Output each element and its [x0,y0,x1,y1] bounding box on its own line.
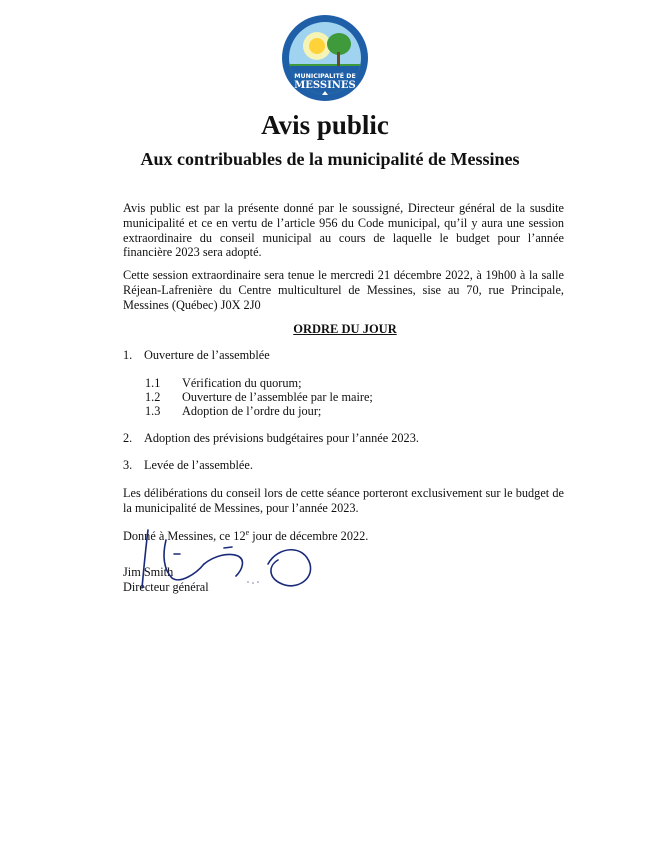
agenda-heading: ORDRE DU JOUR [293,322,397,336]
agenda-subitem-label: Ouverture de l’assemblée par le maire; [182,390,373,404]
agenda-subitem-number: 1.3 [145,404,161,418]
agenda-subitem [145,404,321,419]
municipality-logo [281,14,369,102]
agenda-subitem [145,390,373,405]
handwritten-signature [118,526,318,594]
agenda-subitem [145,376,302,391]
signer-role: Directeur général [123,580,209,594]
signer-name: Jim Smith [123,565,174,579]
logo-text-line2: MESSINES [294,80,356,91]
agenda-item-label: Adoption des prévisions budgétaires pour l’année 2023. [144,431,419,445]
agenda-item [123,431,419,446]
given-at-text: Donné à Messines, ce 12 [123,529,246,544]
agenda-item-label: Levée de l’assemblée. [144,458,253,472]
page-subtitle: Aux contribuables de la municipalité de Messines [140,149,520,169]
logo-text-line1: MUNICIPALITÉ DE [294,73,356,80]
page-title: Avis public [261,110,389,140]
paragraph-deliberations: Les délibérations du conseil lors de cette séance porteront exclusivement sur le budget de la municipalité de Messines, pour l’année 2023. [123,486,564,515]
agenda-item-number: 2. [123,431,133,445]
agenda-item-number: 3. [123,458,133,472]
agenda-item-number: 1. [123,348,133,362]
given-at-rest: jour de décembre 2022. [249,529,369,544]
agenda-subitem-label: Vérification du quorum; [182,376,302,390]
agenda-subitem-number: 1.1 [145,376,161,390]
agenda-item-label: Ouverture de l’assemblée [144,348,270,362]
agenda-subitem-number: 1.2 [145,390,161,404]
paragraph-session: Cette session extraordinaire sera tenue le mercredi 21 décembre 2022, à 19h00 à la salle Réjean-Lafrenière du Centre multiculturel de Messines, sise au 70, rue Principale, Messines (Québec) J0X 2J0 [123,268,564,312]
agenda-item [123,458,253,473]
agenda-item [123,348,270,363]
paragraph-intro: Avis public est par la présente donné par le soussigné, Directeur général de la susdite municipalité et ce en vertu de l’article 956 du Code municipal, qu’il y aura une session extraordinaire du conseil municipal au cours de laquelle le budget pour l’année financière 2023 sera adopté. [123,201,564,260]
given-at-superscript: e [245,528,250,537]
agenda-subitem-label: Adoption de l’ordre du jour; [182,404,322,418]
